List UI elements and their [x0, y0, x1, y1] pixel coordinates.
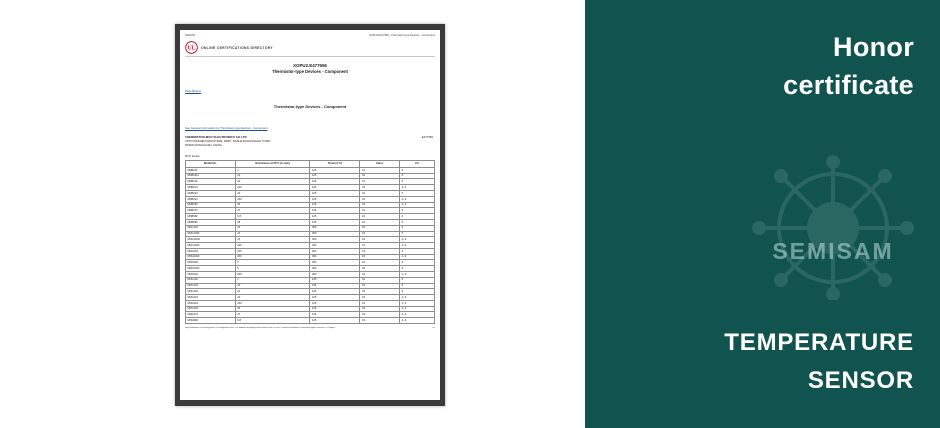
table-cell-resistance-at-25-c-k-ohm: 200 [235, 248, 310, 254]
table-cell-ca: C, # [400, 271, 435, 277]
banner-title-line2: certificate [783, 70, 914, 100]
table-cell-t-max-c: 125 [310, 167, 360, 173]
table-cell-resistance-at-25-c-k-ohm: 10 [235, 179, 310, 185]
table-cell-ca: # [400, 225, 435, 231]
table-cell-model-no: MNB683 [186, 219, 236, 225]
banner-subtitle-line1: TEMPERATURE [724, 329, 914, 356]
footer-page-number: 1/1 [431, 327, 435, 329]
document-heading [185, 63, 435, 75]
table-cell-class: C4 [360, 214, 400, 220]
table-cell-ca: A, # [400, 237, 435, 243]
col-tmax: T(max) (°C) [310, 160, 360, 167]
table-cell-model-no: MNG223 [186, 295, 236, 301]
table-cell-resistance-at-25-c-k-ohm: 10 [235, 231, 310, 237]
table-cell-model-no: MNG502F [186, 266, 236, 272]
company-address-line1: XINYONGSHEN INDUSTRIAL PARK, DASHA DALINGSHAN TOWN [185, 138, 271, 143]
table-cell-ca: # [400, 214, 435, 220]
table-cell-class: C2 [360, 191, 400, 197]
table-cell-resistance-at-25-c-k-ohm: 33 [235, 306, 310, 312]
certificate-kind: Thermistor-type Devices - Component [272, 69, 348, 74]
document-frame [175, 24, 445, 406]
table-cell-resistance-at-25-c-k-ohm: 10 [235, 283, 310, 289]
table-cell-model-no: MNB101 [186, 167, 236, 173]
table-cell-class: C2 [360, 266, 400, 272]
table-cell-ca: A, # [400, 196, 435, 202]
table-cell-model-no: MNB333 [186, 202, 236, 208]
table-cell-t-max-c: 300 [310, 225, 360, 231]
table-cell-t-max-c: 300 [310, 254, 360, 260]
browser-print-header [185, 34, 435, 38]
table-cell-class: C3 [360, 289, 400, 295]
table-cell-t-max-c: 125 [310, 214, 360, 220]
ntc-series-label: NTC series: [185, 153, 201, 158]
table-cell-class: C3 [360, 306, 400, 312]
table-cell-model-no: MNB103 [186, 179, 236, 185]
table-cell-t-max-c: 125 [310, 185, 360, 191]
table-cell-t-max-c: 300 [310, 243, 360, 249]
table-cell-model-no: MNG333 [186, 306, 236, 312]
table-cell-ca: A, # [400, 306, 435, 312]
ship-wheel-watermark-icon [733, 150, 933, 300]
table-cell-class: C3 [360, 219, 400, 225]
print-header-date: 2016/2/6 [185, 34, 196, 37]
company-address-line2: 523000 DONGGUAN, CHINA [185, 142, 222, 147]
document-footer [185, 327, 435, 330]
certification-table [185, 160, 435, 324]
table-cell-t-max-c: 300 [310, 266, 360, 272]
table-cell-class: C3 [360, 260, 400, 266]
table-cell-class: C2 [360, 277, 400, 283]
table-cell-class: C3 [360, 318, 400, 324]
document-page [180, 30, 440, 400]
table-cell-class: C3 [360, 196, 400, 202]
table-cell-model-no: MNG224 [186, 300, 236, 306]
table-cell-resistance-at-25-c-k-ohm: 22 [235, 191, 310, 197]
ul-directory-header [185, 41, 435, 57]
table-cell-ca: # [400, 283, 435, 289]
table-cell-ca: # [400, 260, 435, 266]
table-cell-class: C3 [360, 202, 400, 208]
table-cell-resistance-at-25-c-k-ohm: 10 [235, 173, 310, 179]
table-cell-resistance-at-25-c-k-ohm: 10 [235, 225, 310, 231]
banner-subtitle [724, 324, 914, 400]
table-cell-t-max-c: 300 [310, 237, 360, 243]
table-cell-ca: A, # [400, 300, 435, 306]
table-cell-t-max-c: 125 [310, 318, 360, 324]
table-cell-t-max-c: 125 [310, 173, 360, 179]
table-cell-resistance-at-25-c-k-ohm: 10 [235, 289, 310, 295]
certificate-code: XGPU2.E477656 [293, 63, 327, 68]
table-cell-t-max-c: 125 [310, 300, 360, 306]
table-cell-model-no: MNB1011 [186, 173, 236, 179]
section-title: Thermistor-type Devices - Component [273, 104, 347, 109]
company-block [185, 136, 435, 148]
table-header-row [186, 160, 435, 167]
table-cell-t-max-c: 300 [310, 271, 360, 277]
table-cell-resistance-at-25-c-k-ohm: 1 [235, 277, 310, 283]
table-cell-resistance-at-25-c-k-ohm: 10 [235, 237, 310, 243]
table-cell-class: C3 [360, 185, 400, 191]
table-cell-class: C4 [360, 295, 400, 301]
table-cell-resistance-at-25-c-k-ohm: 220 [235, 300, 310, 306]
table-cell-ca: A, # [400, 185, 435, 191]
watermark-brand-text: SEMISAM [772, 238, 894, 264]
table-cell-resistance-at-25-c-k-ohm: 6.8 [235, 318, 310, 324]
table-cell-class: C4 [360, 243, 400, 249]
table-cell-class: C2 [360, 271, 400, 277]
table-cell-t-max-c: 300 [310, 260, 360, 266]
table-cell-class: C3 [360, 225, 400, 231]
table-cell-model-no: MNB682 [186, 214, 236, 220]
table-cell-t-max-c: 125 [310, 208, 360, 214]
table-cell-ca: A, # [400, 243, 435, 249]
table-cell-t-max-c: 125 [310, 312, 360, 318]
table-cell-ca: # [400, 179, 435, 185]
banner-title-line1: Honor [833, 32, 914, 62]
table-cell-resistance-at-25-c-k-ohm: 22 [235, 295, 310, 301]
table-cell-class: C4 [360, 231, 400, 237]
ul-directory-title: ONLINE CERTIFICATIONS DIRECTORY [201, 45, 273, 50]
table-cell-resistance-at-25-c-k-ohm: 200 [235, 254, 310, 260]
banner-subtitle-line2: SENSOR [807, 367, 914, 394]
right-banner-panel [585, 0, 940, 428]
table-cell-model-no: MNG103H [186, 237, 236, 243]
table-cell-resistance-at-25-c-k-ohm: 500 [235, 271, 310, 277]
table-cell-ca: A, # [400, 318, 435, 324]
table-cell-model-no: MNG473 [186, 312, 236, 318]
table-cell-resistance-at-25-c-k-ohm: 220 [235, 196, 310, 202]
table-cell-resistance-at-25-c-k-ohm: 47 [235, 312, 310, 318]
table-cell-resistance-at-25-c-k-ohm: 5 [235, 260, 310, 266]
table-cell-t-max-c: 125 [310, 306, 360, 312]
table-cell-model-no: MNG103 [186, 289, 236, 295]
table-cell-ca: # [400, 173, 435, 179]
table-cell-class: C3 [360, 208, 400, 214]
table-cell-resistance-at-25-c-k-ohm: 1 [235, 167, 310, 173]
table-cell-model-no: MNG103 [186, 225, 236, 231]
col-model-no: Model No. [186, 160, 236, 167]
table-cell-model-no: MNG103F [186, 231, 236, 237]
table-cell-class: C2 [360, 300, 400, 306]
col-ca: CA [400, 160, 435, 167]
table-cell-ca: # [400, 289, 435, 295]
table-cell-t-max-c: 125 [310, 289, 360, 295]
print-header-title: XGPU2.E477656 - Thermistor-type Devices - Component [369, 34, 435, 37]
table-cell-model-no: MNG504 [186, 271, 236, 277]
table-cell-resistance-at-25-c-k-ohm: 6.8 [235, 214, 310, 220]
col-resistance: Resistance at 25°C (k ohm) [235, 160, 310, 167]
table-cell-resistance-at-25-c-k-ohm: 5 [235, 266, 310, 272]
table-cell-class: C3 [360, 312, 400, 318]
table-cell-class: C4 [360, 254, 400, 260]
table-cell-resistance-at-25-c-k-ohm: 33 [235, 202, 310, 208]
table-cell-ca: # [400, 219, 435, 225]
table-cell-ca: A, # [400, 254, 435, 260]
table-cell-t-max-c: 300 [310, 231, 360, 237]
table-cell-t-max-c: 125 [310, 191, 360, 197]
table-cell-resistance-at-25-c-k-ohm: 47 [235, 208, 310, 214]
table-cell-ca: A, # [400, 295, 435, 301]
table-row [186, 318, 435, 324]
svg-text:UL: UL [187, 45, 196, 52]
table-cell-model-no: MNG103 [186, 283, 236, 289]
table-cell-ca: # [400, 208, 435, 214]
table-cell-resistance-at-25-c-k-ohm: 68 [235, 219, 310, 225]
file-number: E477656 [421, 135, 433, 139]
table-cell-model-no: MNG104F [186, 243, 236, 249]
table-cell-model-no: MNG102 [186, 277, 236, 283]
table-cell-t-max-c: 125 [310, 277, 360, 283]
table-cell-t-max-c: 125 [310, 219, 360, 225]
table-cell-t-max-c: 125 [310, 295, 360, 301]
table-cell-ca: # [400, 277, 435, 283]
table-cell-resistance-at-25-c-k-ohm: 100 [235, 243, 310, 249]
table-cell-t-max-c: 300 [310, 248, 360, 254]
table-cell-class: C4 [360, 173, 400, 179]
table-cell-model-no: MNB223 [186, 191, 236, 197]
table-cell-model-no: MNB104 [186, 185, 236, 191]
table-cell-class: C3 [360, 283, 400, 289]
table-cell-t-max-c: 125 [310, 202, 360, 208]
table-cell-model-no: MNG204F [186, 254, 236, 260]
table-cell-ca: # [400, 231, 435, 237]
table-cell-ca: # [400, 191, 435, 197]
teal-curve-accent [585, 0, 651, 428]
table-cell-class: C4 [360, 237, 400, 243]
table-cell-ca: A, # [400, 202, 435, 208]
table-cell-t-max-c: 125 [310, 179, 360, 185]
banner-title [783, 28, 914, 104]
table-cell-t-max-c: 125 [310, 196, 360, 202]
table-cell-class: C4 [360, 167, 400, 173]
table-cell-ca: # [400, 248, 435, 254]
col-class: Class [360, 160, 400, 167]
general-information-link[interactable]: See General Information for Thermistor-type Devices - Component [185, 126, 268, 130]
table-cell-resistance-at-25-c-k-ohm: 100 [235, 185, 310, 191]
table-cell-ca: # [400, 266, 435, 272]
table-cell-model-no: MNG204 [186, 248, 236, 254]
table-cell-t-max-c: 125 [310, 283, 360, 289]
table-cell-model-no: MNB224 [186, 196, 236, 202]
ul-logo-icon [185, 41, 198, 54]
footer-url: http://database.ul.com/cgi-bin/XYV/template/LISEXT/1FRAME/showpage.html?name=XGPU2.E477656&ccnshorttitle=Thermistor-type+Devices+-+Compo... [185, 327, 337, 329]
company-name: THERMISTOR-MOV ELECTRONICS CO LTD [185, 135, 247, 139]
table-cell-class: C3 [360, 248, 400, 254]
table-cell-model-no: MNB473 [186, 208, 236, 214]
table-cell-ca: A, # [400, 312, 435, 318]
table-cell-ca: # [400, 167, 435, 173]
table-cell-model-no: MNG502 [186, 260, 236, 266]
page-bottom-link[interactable]: Page Bottom [185, 89, 202, 93]
table-cell-class: C4 [360, 179, 400, 185]
table-cell-model-no: MNG682 [186, 318, 236, 324]
table-body [186, 167, 435, 323]
